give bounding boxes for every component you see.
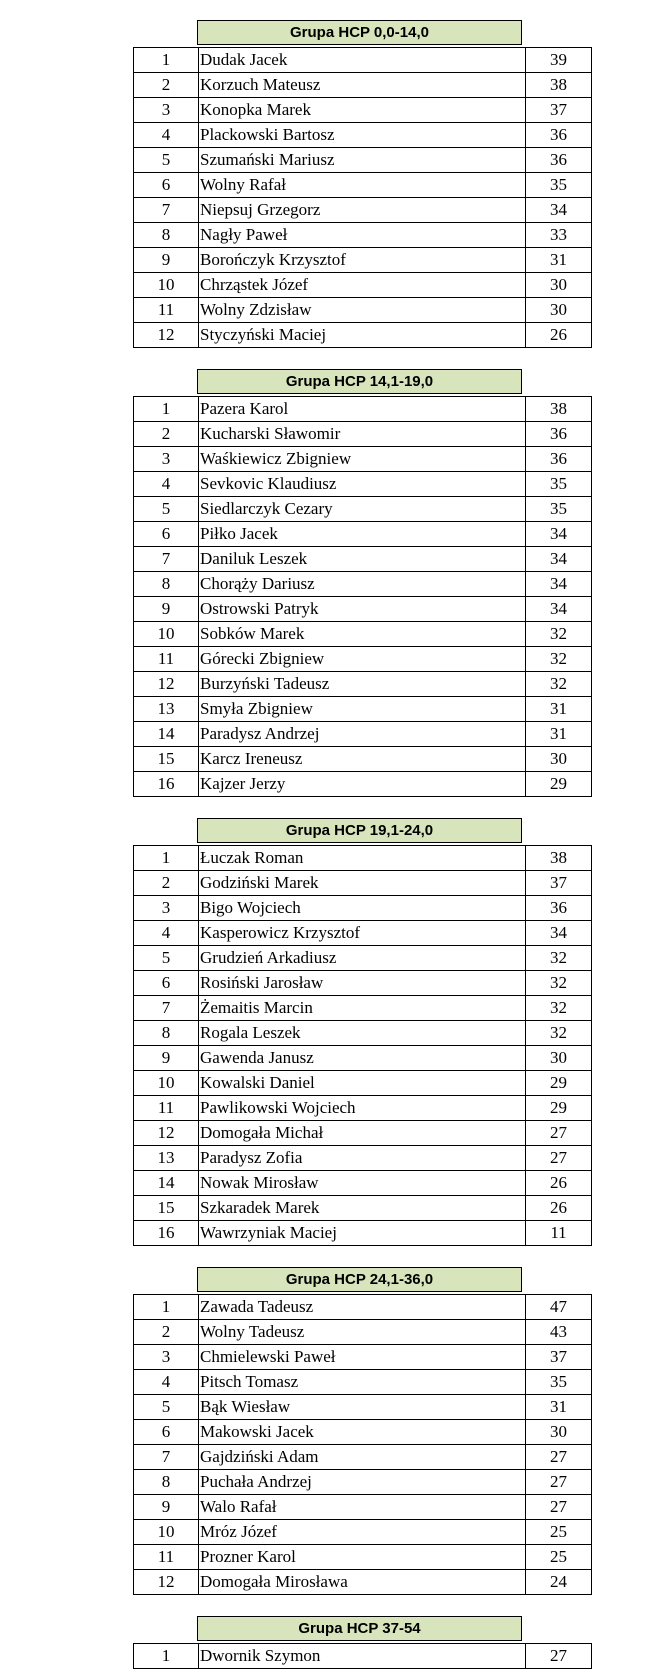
table-row (134, 946, 592, 971)
table-row (134, 1395, 592, 1420)
score-cell: 38 (526, 397, 592, 422)
player-name-cell: Nowak Mirosław (199, 1171, 526, 1196)
player-name-cell: Waśkiewicz Zbigniew (199, 447, 526, 472)
rank-cell: 13 (134, 1146, 199, 1171)
table-row (134, 971, 592, 996)
player-name-cell: Chorąży Dariusz (199, 572, 526, 597)
score-cell: 32 (526, 1021, 592, 1046)
table-row (134, 198, 592, 223)
player-name-cell: Domogała Michał (199, 1121, 526, 1146)
player-name-cell: Niepsuj Grzegorz (199, 198, 526, 223)
player-name-cell: Pazera Karol (199, 397, 526, 422)
score-cell: 27 (526, 1644, 592, 1669)
player-name-cell: Chrząstek Józef (199, 273, 526, 298)
score-cell: 31 (526, 1395, 592, 1420)
rank-cell: 6 (134, 522, 199, 547)
player-name-cell: Chmielewski Paweł (199, 1345, 526, 1370)
group-header: Grupa HCP 37-54 (197, 1616, 522, 1641)
player-name-cell: Sobków Marek (199, 622, 526, 647)
table-row (134, 447, 592, 472)
player-name-cell: Gajdziński Adam (199, 1445, 526, 1470)
score-cell: 30 (526, 1046, 592, 1071)
player-name-cell: Mróz Józef (199, 1520, 526, 1545)
score-cell: 25 (526, 1520, 592, 1545)
score-cell: 29 (526, 1096, 592, 1121)
table-row (134, 397, 592, 422)
group-header: Grupa HCP 24,1-36,0 (197, 1267, 522, 1292)
score-cell: 32 (526, 946, 592, 971)
table-row (134, 1445, 592, 1470)
score-cell: 35 (526, 472, 592, 497)
player-name-cell: Pitsch Tomasz (199, 1370, 526, 1395)
table-row (134, 896, 592, 921)
table-row (134, 1021, 592, 1046)
player-name-cell: Domogała Mirosława (199, 1570, 526, 1595)
table-row (134, 846, 592, 871)
rank-cell: 8 (134, 223, 199, 248)
table-row (134, 547, 592, 572)
player-name-cell: Puchała Andrzej (199, 1470, 526, 1495)
table-row (134, 1420, 592, 1445)
rank-cell: 6 (134, 971, 199, 996)
rank-cell: 1 (134, 397, 199, 422)
player-name-cell: Karcz Ireneusz (199, 747, 526, 772)
rank-cell: 5 (134, 148, 199, 173)
table-row (134, 148, 592, 173)
group-header: Grupa HCP 0,0-14,0 (197, 20, 522, 45)
player-name-cell: Kucharski Sławomir (199, 422, 526, 447)
score-cell: 35 (526, 497, 592, 522)
table-row (134, 1370, 592, 1395)
table-row (134, 1570, 592, 1595)
table-row (134, 98, 592, 123)
table-row (134, 522, 592, 547)
score-cell: 30 (526, 273, 592, 298)
score-cell: 24 (526, 1570, 592, 1595)
player-name-cell: Paradysz Zofia (199, 1146, 526, 1171)
rank-cell: 5 (134, 1395, 199, 1420)
player-name-cell: Kowalski Daniel (199, 1071, 526, 1096)
player-name-cell: Szumański Mariusz (199, 148, 526, 173)
table-row (134, 73, 592, 98)
rank-cell: 7 (134, 1445, 199, 1470)
rank-cell: 1 (134, 1295, 199, 1320)
table-row (134, 1221, 592, 1246)
player-name-cell: Ostrowski Patryk (199, 597, 526, 622)
score-cell: 37 (526, 1345, 592, 1370)
table-row (134, 1520, 592, 1545)
table-row (134, 697, 592, 722)
rank-cell: 1 (134, 1644, 199, 1669)
player-name-cell: Dwornik Szymon (199, 1644, 526, 1669)
player-name-cell: Wolny Zdzisław (199, 298, 526, 323)
table-row (134, 597, 592, 622)
player-name-cell: Siedlarczyk Cezary (199, 497, 526, 522)
group-results-table (133, 1294, 592, 1595)
score-cell: 36 (526, 422, 592, 447)
rank-cell: 9 (134, 597, 199, 622)
score-cell: 36 (526, 123, 592, 148)
rank-cell: 7 (134, 198, 199, 223)
player-name-cell: Plackowski Bartosz (199, 123, 526, 148)
score-cell: 47 (526, 1295, 592, 1320)
rank-cell: 15 (134, 1196, 199, 1221)
table-row (134, 472, 592, 497)
score-cell: 11 (526, 1221, 592, 1246)
score-cell: 25 (526, 1545, 592, 1570)
player-name-cell: Piłko Jacek (199, 522, 526, 547)
table-row (134, 1171, 592, 1196)
rank-cell: 2 (134, 871, 199, 896)
table-row (134, 223, 592, 248)
score-cell: 38 (526, 846, 592, 871)
player-name-cell: Łuczak Roman (199, 846, 526, 871)
score-cell: 30 (526, 747, 592, 772)
score-cell: 26 (526, 1171, 592, 1196)
score-cell: 30 (526, 1420, 592, 1445)
table-row (134, 747, 592, 772)
rank-cell: 2 (134, 73, 199, 98)
table-row (134, 1096, 592, 1121)
score-cell: 33 (526, 223, 592, 248)
player-name-cell: Makowski Jacek (199, 1420, 526, 1445)
table-row (134, 497, 592, 522)
rank-cell: 9 (134, 1046, 199, 1071)
rank-cell: 9 (134, 1495, 199, 1520)
rank-cell: 8 (134, 1470, 199, 1495)
rank-cell: 7 (134, 996, 199, 1021)
score-cell: 27 (526, 1470, 592, 1495)
player-name-cell: Bąk Wiesław (199, 1395, 526, 1420)
player-name-cell: Pawlikowski Wojciech (199, 1096, 526, 1121)
group-results-table (133, 396, 592, 797)
table-row (134, 572, 592, 597)
rank-cell: 7 (134, 547, 199, 572)
rank-cell: 2 (134, 1320, 199, 1345)
player-name-cell: Konopka Marek (199, 98, 526, 123)
table-row (134, 422, 592, 447)
rank-cell: 11 (134, 647, 199, 672)
score-cell: 39 (526, 48, 592, 73)
player-name-cell: Bigo Wojciech (199, 896, 526, 921)
player-name-cell: Smyła Zbigniew (199, 697, 526, 722)
table-row (134, 996, 592, 1021)
score-cell: 27 (526, 1495, 592, 1520)
table-row (134, 622, 592, 647)
table-row (134, 298, 592, 323)
player-name-cell: Grudzień Arkadiusz (199, 946, 526, 971)
rank-cell: 13 (134, 697, 199, 722)
score-cell: 34 (526, 572, 592, 597)
player-name-cell: Nagły Paweł (199, 223, 526, 248)
player-name-cell: Zawada Tadeusz (199, 1295, 526, 1320)
rank-cell: 10 (134, 622, 199, 647)
player-name-cell: Godziński Marek (199, 871, 526, 896)
player-name-cell: Walo Rafał (199, 1495, 526, 1520)
table-row (134, 1345, 592, 1370)
rank-cell: 11 (134, 1545, 199, 1570)
player-name-cell: Wolny Rafał (199, 173, 526, 198)
table-row (134, 1046, 592, 1071)
score-cell: 36 (526, 148, 592, 173)
table-row (134, 672, 592, 697)
player-name-cell: Styczyński Maciej (199, 323, 526, 348)
player-name-cell: Żemaitis Marcin (199, 996, 526, 1021)
rank-cell: 3 (134, 1345, 199, 1370)
rank-cell: 12 (134, 1570, 199, 1595)
rank-cell: 6 (134, 173, 199, 198)
score-cell: 43 (526, 1320, 592, 1345)
rank-cell: 9 (134, 248, 199, 273)
score-cell: 32 (526, 647, 592, 672)
score-cell: 29 (526, 1071, 592, 1096)
rank-cell: 4 (134, 123, 199, 148)
score-cell: 29 (526, 772, 592, 797)
score-cell: 30 (526, 298, 592, 323)
score-cell: 34 (526, 921, 592, 946)
group-header: Grupa HCP 14,1-19,0 (197, 369, 522, 394)
player-name-cell: Szkaradek Marek (199, 1196, 526, 1221)
rank-cell: 8 (134, 1021, 199, 1046)
rank-cell: 3 (134, 98, 199, 123)
rank-cell: 11 (134, 1096, 199, 1121)
score-cell: 34 (526, 522, 592, 547)
player-name-cell: Rosiński Jarosław (199, 971, 526, 996)
group-header: Grupa HCP 19,1-24,0 (197, 818, 522, 843)
rank-cell: 3 (134, 896, 199, 921)
table-row (134, 323, 592, 348)
player-name-cell: Wolny Tadeusz (199, 1320, 526, 1345)
rank-cell: 6 (134, 1420, 199, 1445)
player-name-cell: Sevkovic Klaudiusz (199, 472, 526, 497)
rank-cell: 8 (134, 572, 199, 597)
score-cell: 34 (526, 547, 592, 572)
player-name-cell: Borończyk Krzysztof (199, 248, 526, 273)
score-cell: 34 (526, 597, 592, 622)
rank-cell: 14 (134, 1171, 199, 1196)
table-row (134, 1320, 592, 1345)
table-row (134, 722, 592, 747)
table-row (134, 921, 592, 946)
table-row (134, 871, 592, 896)
player-name-cell: Daniluk Leszek (199, 547, 526, 572)
table-row (134, 1146, 592, 1171)
player-name-cell: Kajzer Jerzy (199, 772, 526, 797)
score-cell: 37 (526, 98, 592, 123)
score-cell: 32 (526, 996, 592, 1021)
score-cell: 31 (526, 248, 592, 273)
rank-cell: 11 (134, 298, 199, 323)
player-name-cell: Górecki Zbigniew (199, 647, 526, 672)
player-name-cell: Rogala Leszek (199, 1021, 526, 1046)
score-cell: 35 (526, 173, 592, 198)
score-cell: 34 (526, 198, 592, 223)
score-cell: 36 (526, 896, 592, 921)
player-name-cell: Wawrzyniak Maciej (199, 1221, 526, 1246)
player-name-cell: Prozner Karol (199, 1545, 526, 1570)
rank-cell: 5 (134, 497, 199, 522)
rank-cell: 10 (134, 1520, 199, 1545)
table-row (134, 1295, 592, 1320)
score-cell: 26 (526, 1196, 592, 1221)
rank-cell: 2 (134, 422, 199, 447)
rank-cell: 15 (134, 747, 199, 772)
group-results-table (133, 845, 592, 1246)
score-cell: 35 (526, 1370, 592, 1395)
score-cell: 32 (526, 971, 592, 996)
group-results-table (133, 47, 592, 348)
player-name-cell: Paradysz Andrzej (199, 722, 526, 747)
table-row (134, 1545, 592, 1570)
score-cell: 27 (526, 1445, 592, 1470)
table-row (134, 1644, 592, 1669)
score-cell: 37 (526, 871, 592, 896)
table-row (134, 248, 592, 273)
group-results-table (133, 1643, 592, 1669)
rank-cell: 4 (134, 921, 199, 946)
rank-cell: 4 (134, 1370, 199, 1395)
score-cell: 32 (526, 622, 592, 647)
table-row (134, 273, 592, 298)
rank-cell: 5 (134, 946, 199, 971)
rank-cell: 12 (134, 323, 199, 348)
table-row (134, 1196, 592, 1221)
rank-cell: 1 (134, 846, 199, 871)
score-cell: 31 (526, 722, 592, 747)
score-cell: 31 (526, 697, 592, 722)
rank-cell: 12 (134, 1121, 199, 1146)
table-row (134, 1121, 592, 1146)
table-row (134, 48, 592, 73)
rank-cell: 1 (134, 48, 199, 73)
rank-cell: 12 (134, 672, 199, 697)
score-cell: 36 (526, 447, 592, 472)
player-name-cell: Korzuch Mateusz (199, 73, 526, 98)
player-name-cell: Dudak Jacek (199, 48, 526, 73)
score-cell: 27 (526, 1146, 592, 1171)
table-row (134, 1071, 592, 1096)
player-name-cell: Burzyński Tadeusz (199, 672, 526, 697)
score-cell: 27 (526, 1121, 592, 1146)
table-row (134, 1495, 592, 1520)
rank-cell: 16 (134, 1221, 199, 1246)
player-name-cell: Kasperowicz Krzysztof (199, 921, 526, 946)
score-cell: 32 (526, 672, 592, 697)
table-row (134, 123, 592, 148)
rank-cell: 4 (134, 472, 199, 497)
rank-cell: 16 (134, 772, 199, 797)
rank-cell: 10 (134, 273, 199, 298)
rank-cell: 3 (134, 447, 199, 472)
rank-cell: 10 (134, 1071, 199, 1096)
table-row (134, 173, 592, 198)
table-row (134, 1470, 592, 1495)
rank-cell: 14 (134, 722, 199, 747)
table-row (134, 772, 592, 797)
table-row (134, 647, 592, 672)
score-cell: 26 (526, 323, 592, 348)
score-cell: 38 (526, 73, 592, 98)
player-name-cell: Gawenda Janusz (199, 1046, 526, 1071)
